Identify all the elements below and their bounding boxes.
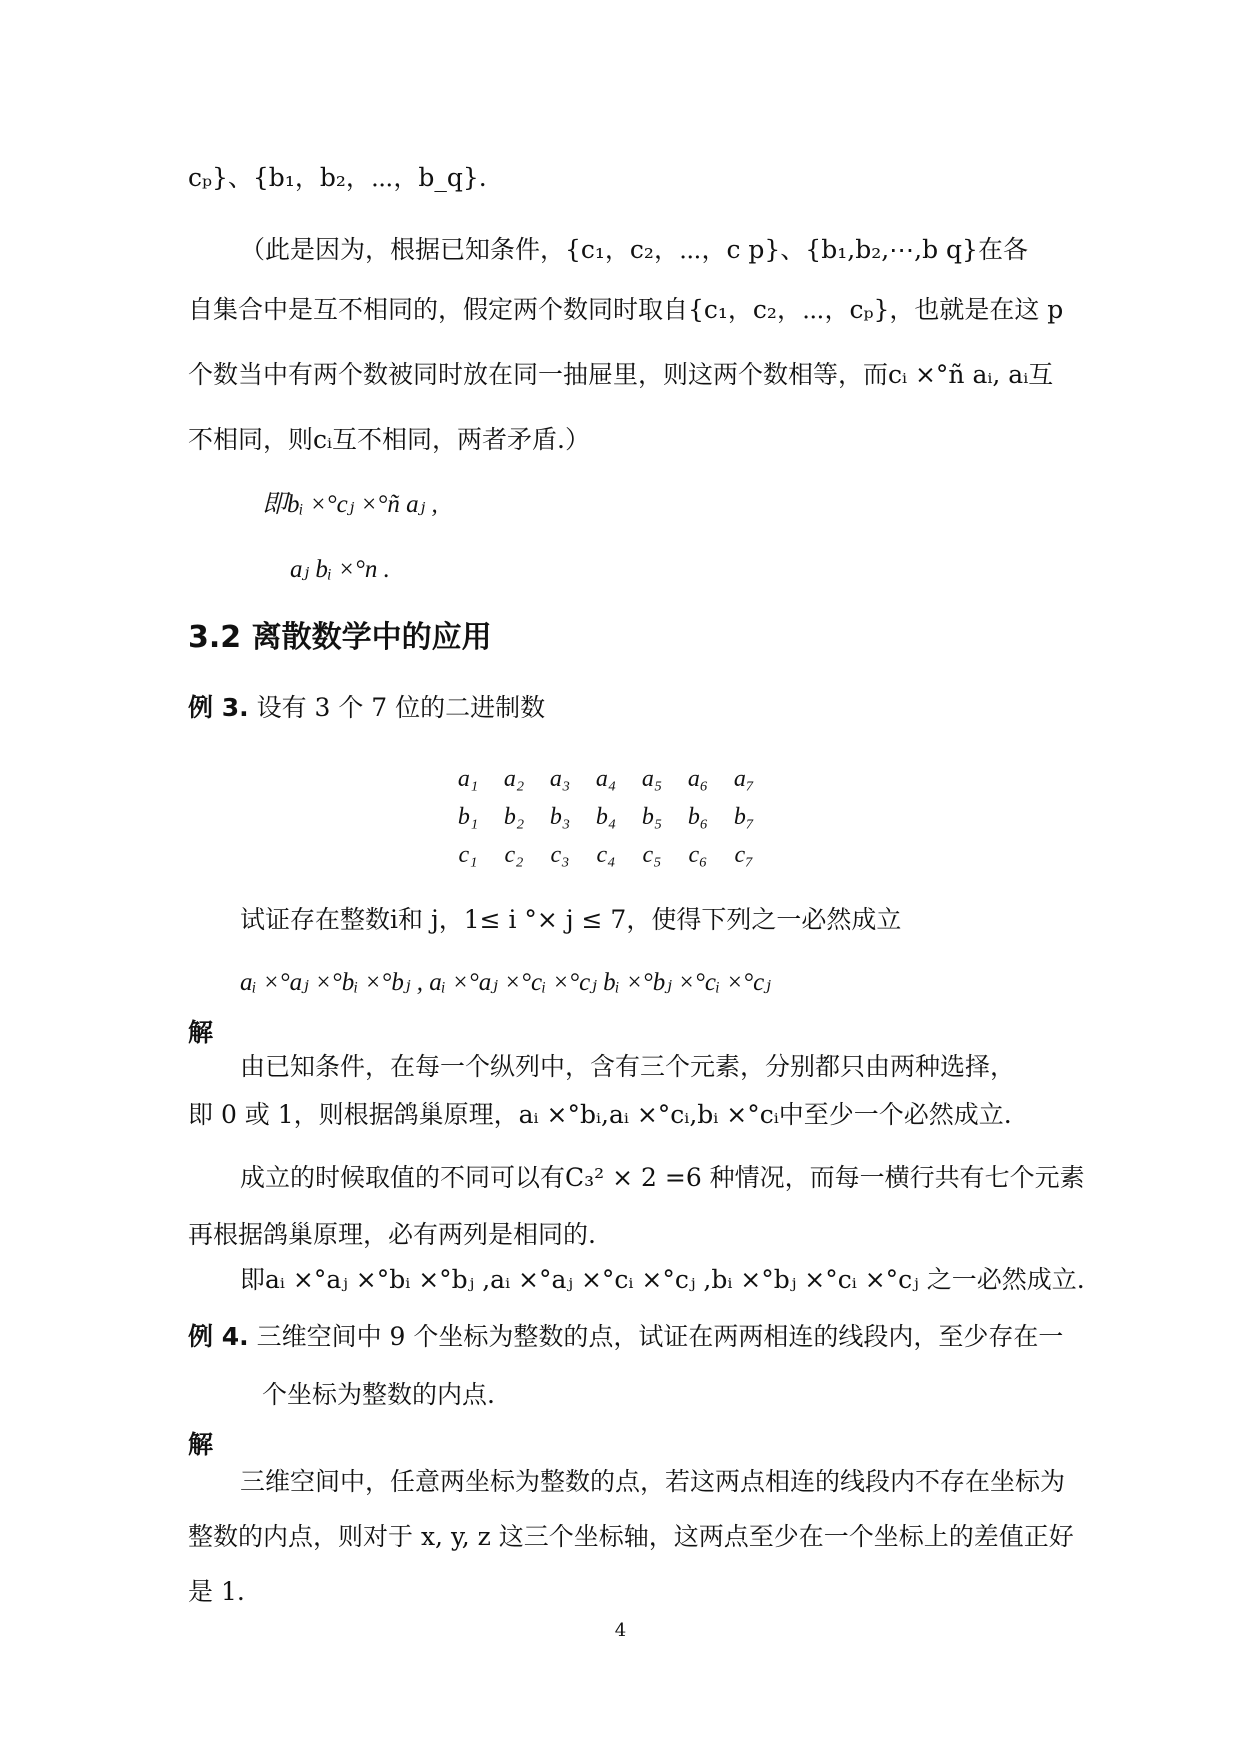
text-line: 自集合中是互不相同的，假定两个数同时取自{c₁，c₂，⋯，cₚ}，也就是在这 p <box>188 295 1064 324</box>
math-line: 即bᵢ ×°cⱼ ×°ñ aⱼ , <box>262 491 438 518</box>
matrix-cell: b₂ <box>503 803 525 830</box>
matrix-cell: a₁ <box>457 765 479 792</box>
matrix-row <box>445 760 767 798</box>
text-line: 整数的内点，则对于 x, y, z 这三个坐标轴，这两点至少在一个坐标上的差值正好 <box>188 1522 1074 1551</box>
page-number: 4 <box>614 1620 627 1641</box>
example-label: 例 3. <box>188 693 249 722</box>
text-line: （此是因为，根据已知条件，{c₁，c₂，⋯，c p}、{b₁,b₂,⋯,b q}在各 <box>240 235 1028 264</box>
example-text: 设有 3 个 7 位的二进制数 <box>256 693 546 722</box>
matrix-cell: b₄ <box>595 803 617 830</box>
matrix-cell: a₂ <box>503 765 525 792</box>
example-text: 三维空间中 9 个坐标为整数的点，试证在两两相连的线段内，至少存在一 <box>256 1322 1064 1351</box>
matrix-cell: b₇ <box>733 803 755 830</box>
example-3 <box>188 693 545 723</box>
text-line: 个坐标为整数的内点. <box>262 1380 495 1409</box>
matrix-cell: c₂ <box>504 841 524 868</box>
matrix-cell: c₃ <box>550 841 570 868</box>
text-line: 三维空间中，任意两坐标为整数的点，若这两点相连的线段内不存在坐标为 <box>240 1467 1066 1496</box>
text-line: cₚ}、{b₁，b₂，⋯，b_q}. <box>188 163 487 192</box>
text-line: 即aᵢ ×°aⱼ ×°bᵢ ×°bⱼ ,aᵢ ×°aⱼ ×°cᵢ ×°cⱼ ,bᵢ ×°bⱼ ×°cᵢ ×°cⱼ 之一必然成立. <box>240 1265 1085 1294</box>
text-line: 成立的时候取值的不同可以有C₃² × 2 =6 种情况，而每一横行共有七个元素 <box>240 1163 1085 1192</box>
matrix-cell: c₄ <box>596 841 616 868</box>
matrix-cell: c₇ <box>734 841 754 868</box>
text-line: 再根据鸽巢原理，必有两列是相同的. <box>188 1220 596 1249</box>
text-line: 不相同，则cᵢ互不相同，两者矛盾.） <box>188 425 590 454</box>
math-line: aᵢ ×°aⱼ ×°bᵢ ×°bⱼ , aᵢ ×°aⱼ ×°cᵢ ×°cⱼ bᵢ ×°bⱼ ×°cᵢ ×°cⱼ <box>240 969 771 996</box>
text-line: 试证存在整数i和 j，1≤ i °× j ≤ 7，使得下列之一必然成立 <box>240 905 902 934</box>
matrix-cell: b₆ <box>687 803 709 830</box>
matrix-cell: b₁ <box>457 803 479 830</box>
matrix-cell: a₄ <box>595 765 617 792</box>
matrix-cell: a₇ <box>733 765 755 792</box>
matrix-cell: a₅ <box>641 765 663 792</box>
matrix-row <box>445 798 767 836</box>
matrix-cell: c₆ <box>688 841 708 868</box>
text-line: 即 0 或 1，则根据鸽巢原理，aᵢ ×°bᵢ,aᵢ ×°cᵢ,bᵢ ×°cᵢ中至少一个必然成立. <box>188 1100 1012 1129</box>
solution-label: 解 <box>188 1430 214 1459</box>
matrix-cell: b₃ <box>549 803 571 830</box>
example-4 <box>188 1322 1063 1352</box>
matrix-cell: b₅ <box>641 803 663 830</box>
text-line: 由已知条件，在每一个纵列中，含有三个元素，分别都只由两种选择， <box>240 1052 1016 1081</box>
text-line: 是 1. <box>188 1577 245 1606</box>
solution-label: 解 <box>188 1018 214 1047</box>
example-label: 例 4. <box>188 1322 249 1351</box>
matrix-row <box>445 836 767 874</box>
math-line: aⱼ bᵢ ×°n . <box>290 556 390 583</box>
matrix-cell: c₅ <box>642 841 662 868</box>
matrix-cell: a₃ <box>549 765 571 792</box>
matrix-cell: c₁ <box>458 841 478 868</box>
binary-matrix <box>445 760 767 874</box>
text-line: 个数当中有两个数被同时放在同一抽屉里，则这两个数相等，而cᵢ ×°ñ aᵢ, aᵢ互 <box>188 360 1054 389</box>
matrix-cell: a₆ <box>687 765 709 792</box>
section-heading: 3.2 离散数学中的应用 <box>188 620 492 655</box>
